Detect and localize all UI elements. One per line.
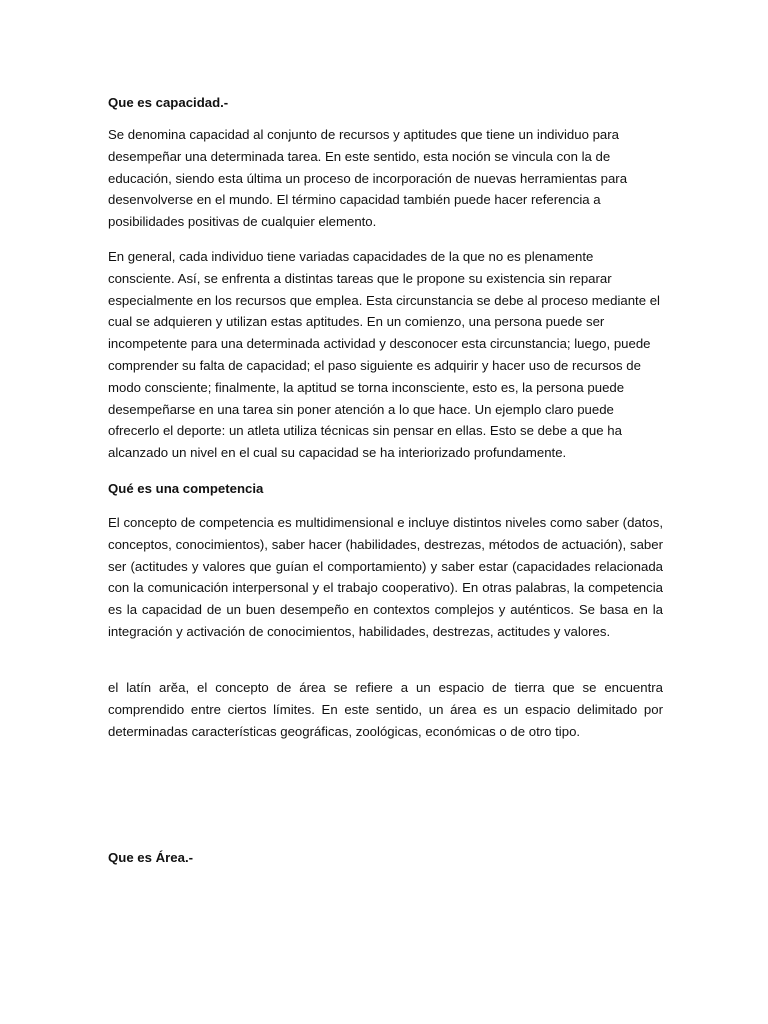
heading-area: Que es Área.- — [108, 850, 194, 865]
heading-competencia: Qué es una competencia — [108, 481, 264, 496]
paragraph-competencia: El concepto de competencia es multidimensional e incluye distintos niveles como saber (datos, conceptos, conocimientos), saber hacer (habilidades, destrezas, métodos de actuación), saber ser (actitudes y valores que guían el comportamiento) y saber estar (capacidades relacionada con la comunicación interpersonal y el trabajo cooperativo). En otras palabras, la competencia es la capacidad de un buen desempeño en contextos complejos y auténticos. Se basa en la integración y activación de conocimientos, habilidades, destrezas, actitudes y valores. — [108, 515, 663, 639]
paragraph-area: el latín arĕa, el concepto de área se refiere a un espacio de tierra que se encuentra comprendido entre ciertos límites. En este sentido, un área es un espacio delimitado por determinadas características geográficas, zoológicas, económicas o de otro tipo. — [108, 680, 663, 739]
paragraph-general: En general, cada individuo tiene variadas capacidades de la que no es plenamente consciente. Así, se enfrenta a distintas tareas que le propone su existencia sin reparar especialmente en los recursos que emplea. Esta circunstancia se debe al proceso mediante el cual se adquieren y utilizan estas aptitudes. En un comienzo, una persona puede ser incompetente para una determinada actividad y desconocer esta circunstancia; luego, puede comprender su falta de capacidad; el paso siguiente es adquirir y hacer uso de recursos de modo consciente; finalmente, la aptitud se torna inconsciente, esto es, la persona puede desempeñarse en una tarea sin poner atención a lo que hace. Un ejemplo claro puede ofrecerlo el deporte: un atleta utiliza técnicas sin pensar en ellas. Esto se debe a que ha alcanzado un nivel en el cual su capacidad se ha interiorizado profundamente. — [108, 249, 660, 461]
heading-capacidad: Que es capacidad.- — [108, 95, 229, 110]
paragraph-capacidad: Se denomina capacidad al conjunto de recursos y aptitudes que tiene un individuo para desempeñar una determinada tarea. En este sentido, esta noción se vincula con la de educación, siendo esta última un proceso de incorporación de nuevas herramientas para desenvolverse en el mundo. El término capacidad también puede hacer referencia a posibilidades positivas de cualquier elemento. — [108, 127, 628, 230]
